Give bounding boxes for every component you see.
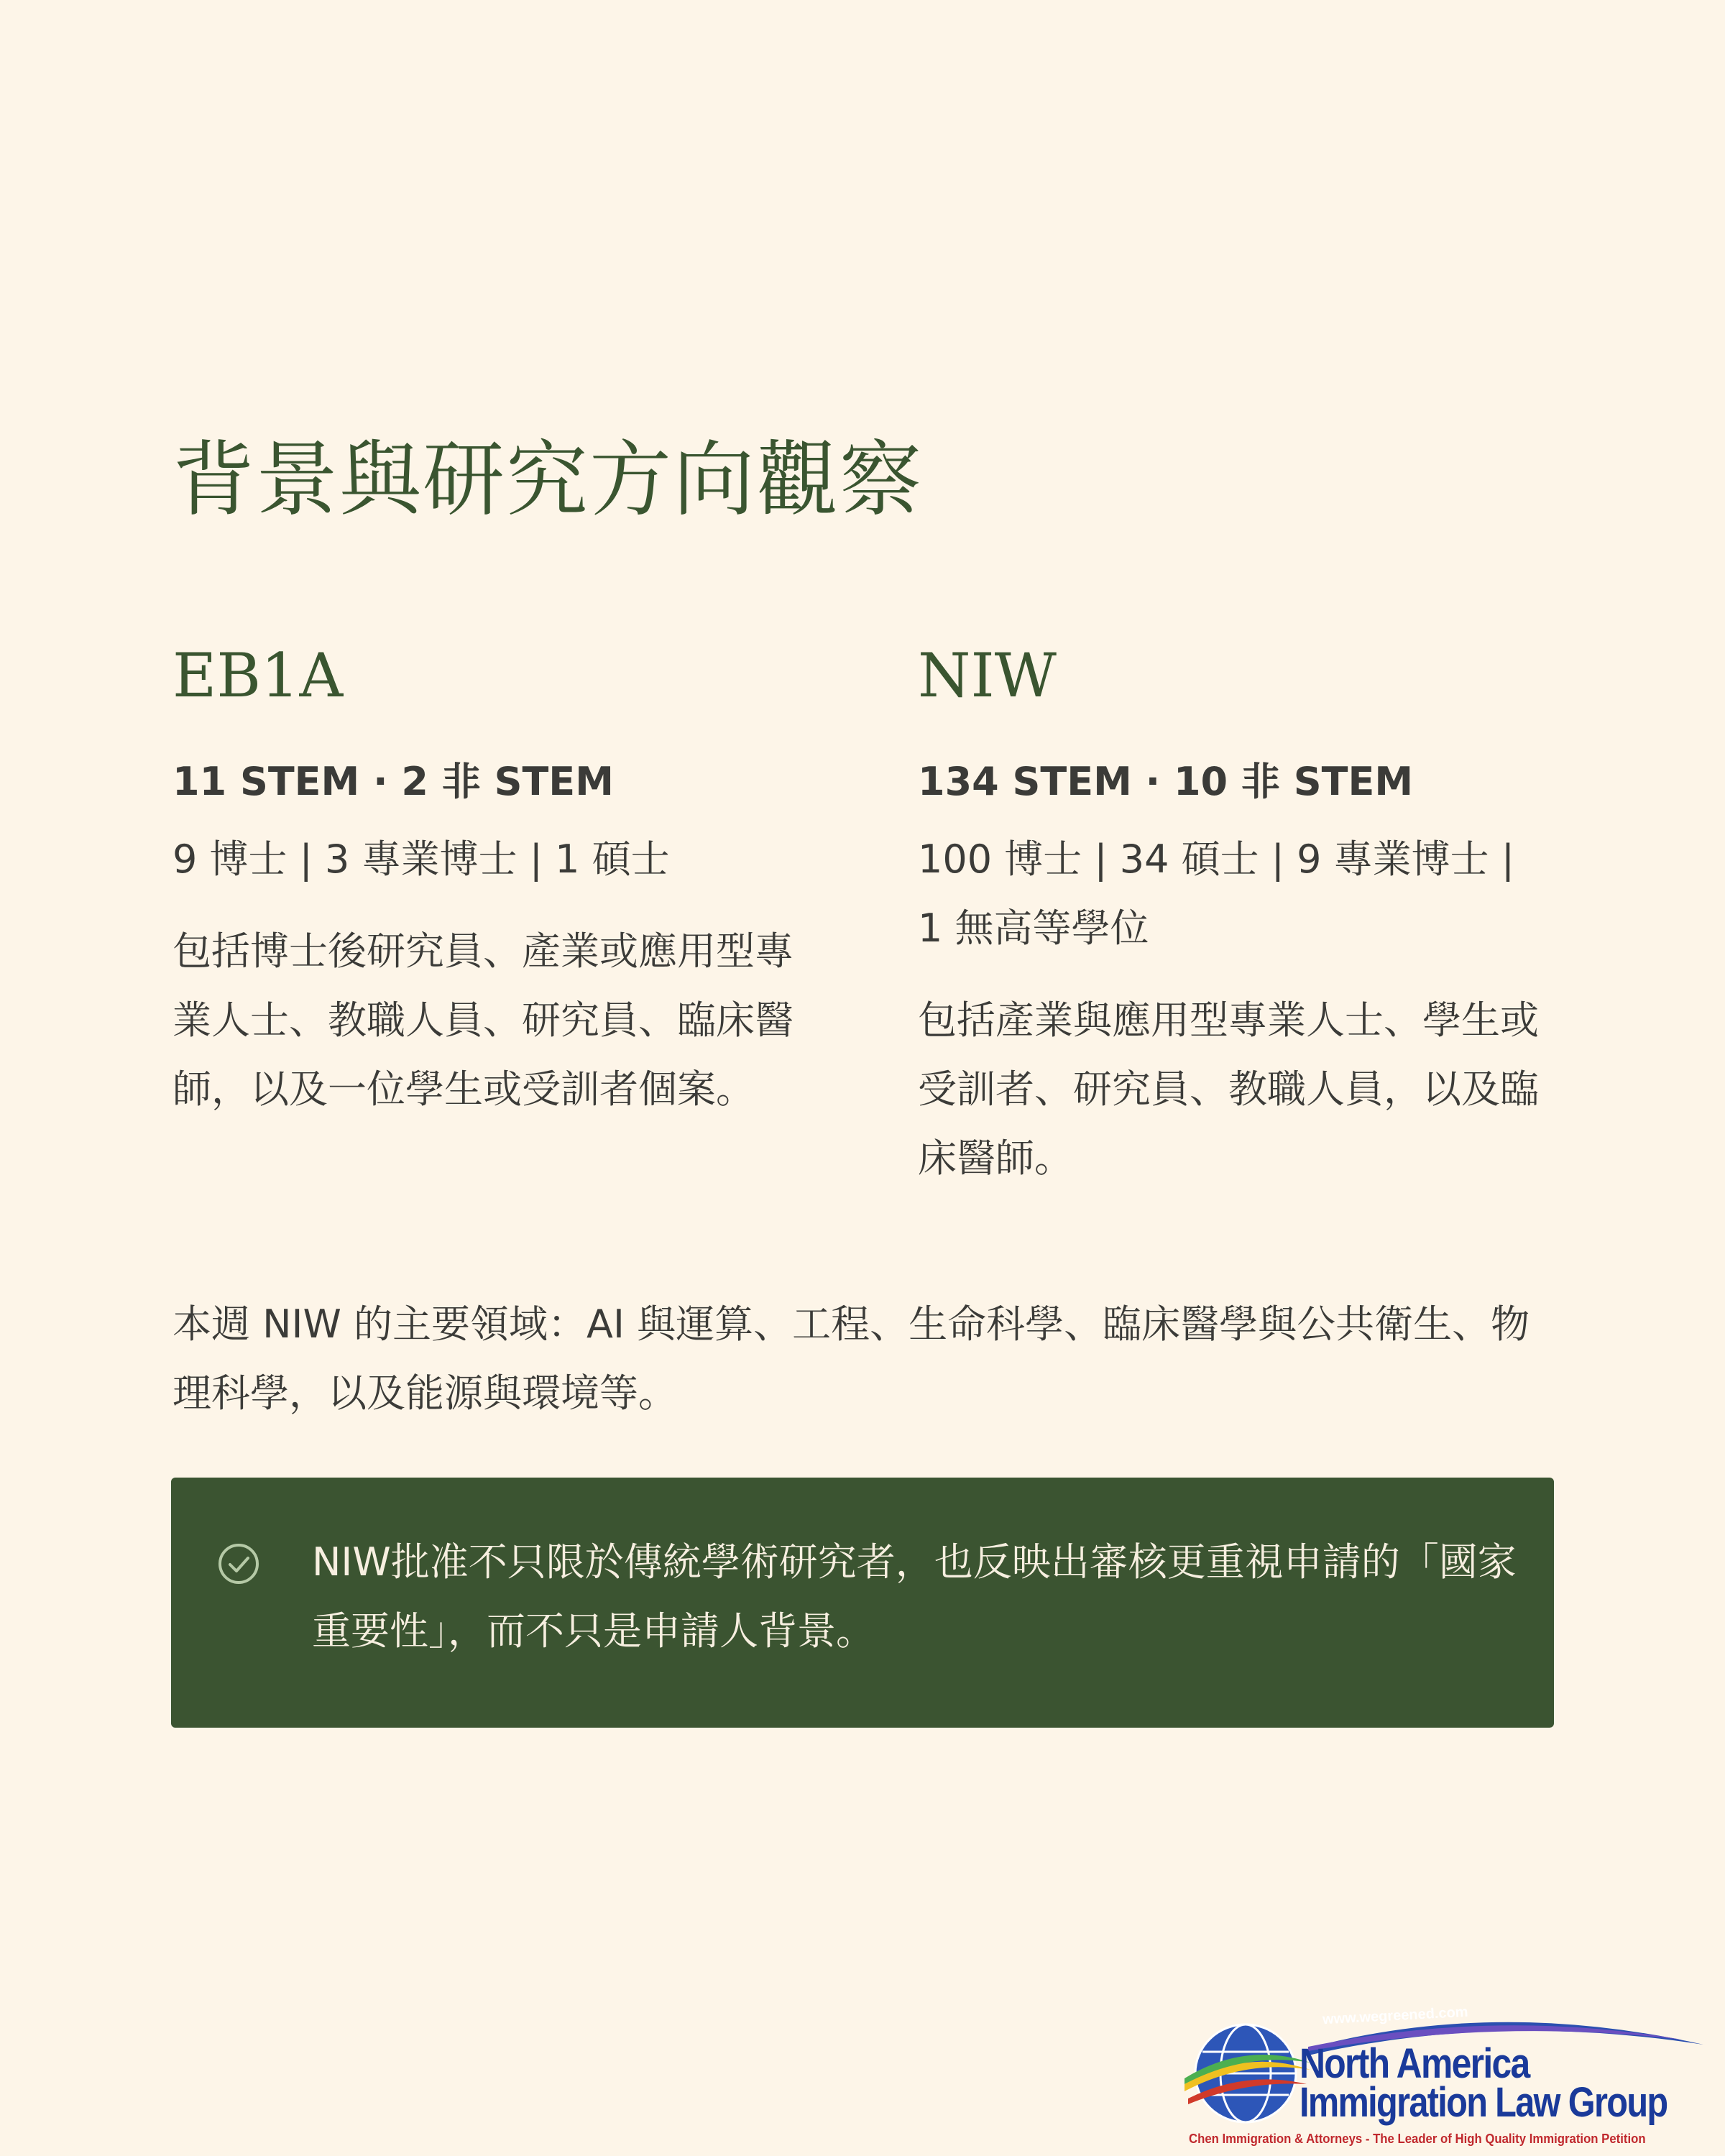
- globe-icon: [1177, 2019, 1314, 2127]
- niw-description: 包括產業與應用型專業人士、學生或受訓者、研究員、教職人員，以及臨床醫師。: [918, 998, 1539, 1181]
- eb1a-stats: 11 STEM · 2 非 STEM: [172, 759, 614, 804]
- logo-tagline: Chen Immigration & Attorneys - The Leader of High Quality Immigration Petition: [1189, 2132, 1646, 2146]
- niw-column: [918, 640, 1550, 1193]
- logo-name-line1: North America: [1300, 2040, 1530, 2087]
- main-fields-text: 本週 NIW 的主要領域：AI 與運算、工程、生命科學、臨床醫學與公共衛生、物理科學，以及能源與環境等。: [172, 1302, 1530, 1416]
- check-circle-icon: [217, 1542, 260, 1585]
- eb1a-column: [172, 640, 805, 1124]
- logo-name-line2: Immigration Law Group: [1300, 2079, 1668, 2126]
- company-logo: [1172, 2005, 1718, 2152]
- eb1a-degrees: 9 博士 | 3 專業博士 | 1 碩士: [172, 837, 670, 882]
- niw-heading: NIW: [918, 640, 1057, 711]
- niw-degrees: 100 博士 | 34 碩士 | 9 專業博士 | 1 無高等學位: [918, 837, 1515, 951]
- eb1a-description: 包括博士後研究員、產業或應用型專業人士、教職人員、研究員、臨床醫師，以及一位學生或受訓者個案。: [172, 929, 794, 1112]
- logo-url: www.wegreened.com: [1322, 2004, 1469, 2028]
- callout-box: [171, 1478, 1554, 1728]
- page-title: 背景與研究方向觀察: [172, 432, 924, 528]
- eb1a-heading: EB1A: [172, 640, 344, 711]
- callout-text: NIW批准不只限於傳統學術研究者，也反映出審核更重視申請的「國家重要性」，而不只是申請人背景。: [312, 1539, 1517, 1654]
- niw-stats: 134 STEM · 10 非 STEM: [918, 759, 1414, 804]
